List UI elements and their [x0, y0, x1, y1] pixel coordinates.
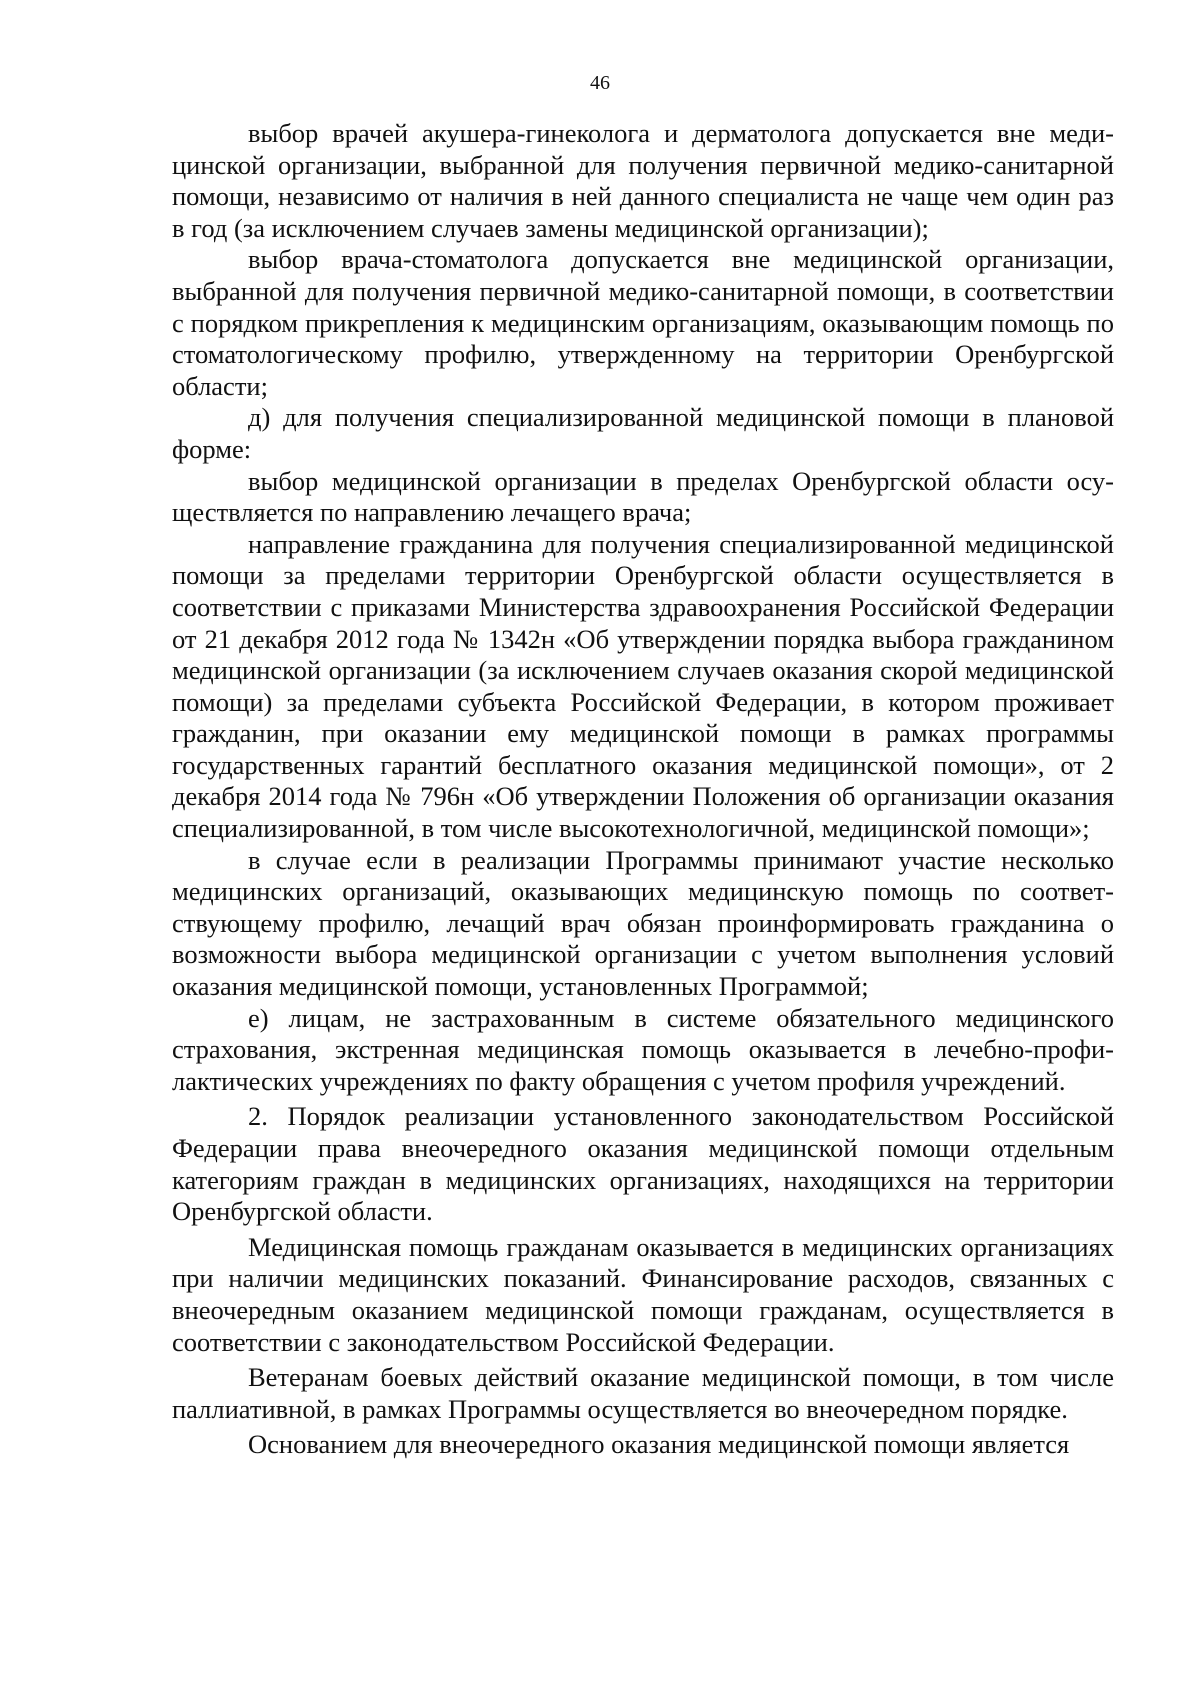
- page-number: 46: [590, 72, 610, 94]
- paragraph: выбор врачей акушера-гинеколога и дерматолога допускается вне медицинской организации, выбранной для получения первичной медико-санитарной помощи, независимо от наличия в ней данного специалиста не чаще чем один раз в год (за исключением случаев замены медицинской организации);: [172, 118, 1114, 243]
- paragraph: выбор медицинской организации в пределах Оренбургской области осуществляется по направлению лечащего врача;: [172, 465, 1114, 528]
- paragraph: выбор врача-стоматолога допускается вне медицинской организации, выбранной для получения первичной медико-санитарной помощи, в соответствии с порядком прикрепления к медицинским организациям, оказывающим помощь по стоматологическому профилю, утвержденному на территории Оренбургской области;: [172, 244, 1114, 401]
- paragraph: 2. Порядок реализации установленного законодательством Российской Федерации права внеочередного оказания медицинской помощи отдельным категориям граждан в медицинских организациях, находящихся на территории Оренбургской области.: [172, 1101, 1114, 1227]
- paragraph: в случае если в реализации Программы принимают участие несколько медицинских организаций, оказывающих медицинскую помощь по соответствующему профилю, лечащий врач обязан проинформировать гражданина о возможности выбора медицинской организации с учетом выполнения условий оказания медицинской помощи, установленных Программой;: [172, 844, 1114, 1002]
- paragraph-last: Основанием для внеочередного оказания медицинской помощи является: [248, 1429, 1070, 1460]
- paragraph: д) для получения специализированной медицинской помощи в плановой форме:: [172, 402, 1114, 464]
- paragraph: Ветеранам боевых действий оказание медицинской помощи, в том числе паллиативной, в рамках Программы осуществляется во внеочередном порядке.: [172, 1362, 1114, 1424]
- paragraph: е) лицам, не застрахованным в системе обязательного медицинского страхования, экстренная медицинская помощь оказывается в лечебно-профилактических учреждениях по факту обращения с учетом профиля учреждений.: [172, 1002, 1114, 1096]
- paragraph: направление гражданина для получения специализированной медицинской помощи за пределами территории Оренбургской области осуществляется в соответствии с приказами Министерства здравоохранения Российской Федерации от 21 декабря 2012 года № 1342н «Об утверждении порядка выбора гражданином медицинской организации (за исключением случаев оказания скорой медицинской помощи) за пределами субъекта Российской Федерации, в котором проживает гражданин, при оказании ему медицинской помощи в рамках программы государственных гарантий бесплатного оказания медицинской помощи», от 2 декабря 2014 года № 796н «Об утверждении Положения об организации оказания специализированной, в том числе высокотехнологичной, медицинской помощи»;: [172, 528, 1114, 844]
- paragraph: Медицинская помощь гражданам оказывается в медицинских организациях при наличии медицинских показаний. Финансирование расходов, связанных с внеочередным оказанием медицинской помощи гражданам, осуществляется в соответствии с законодательством Российской Федерации.: [172, 1231, 1114, 1357]
- document-body: [172, 118, 1114, 1461]
